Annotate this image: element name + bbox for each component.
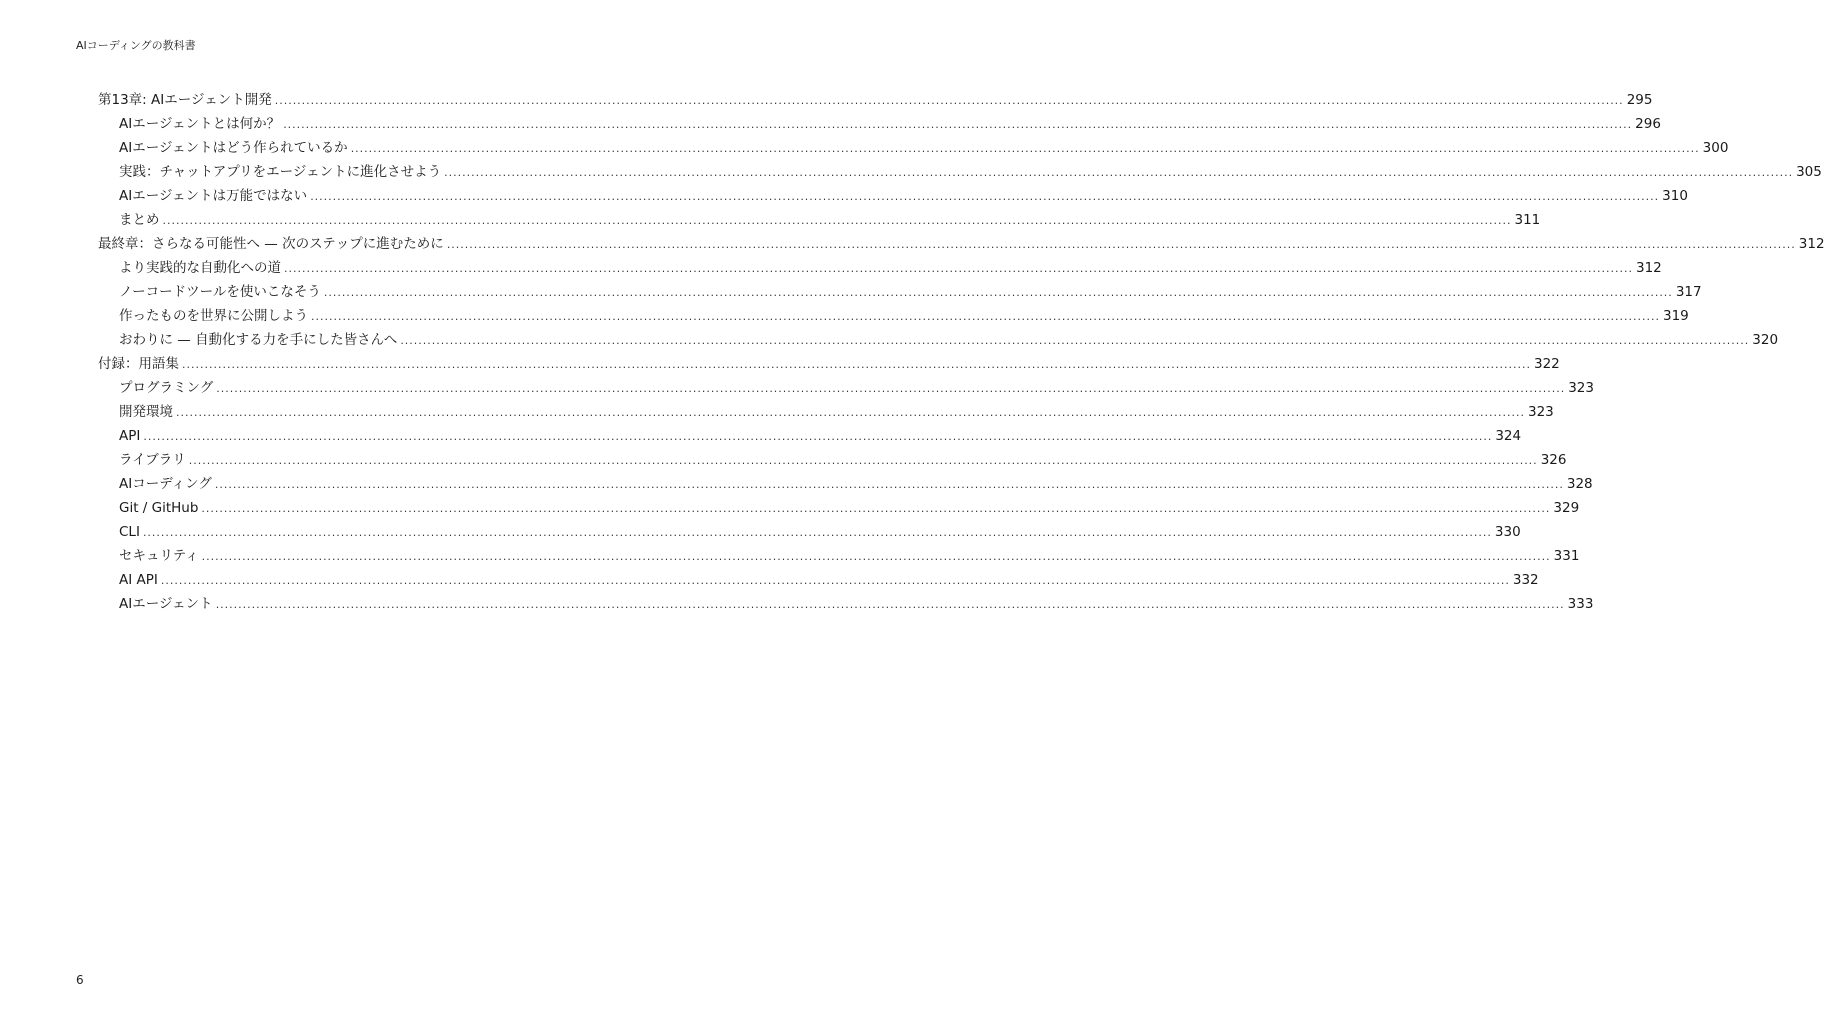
- toc-entry-title: AIエージェントとは何か？: [119, 116, 281, 132]
- dot-leader: ............................................................................................................................................................................................................................................................................................................: [274, 94, 1624, 107]
- dot-leader: ............................................................................................................................................................................................................................................................................................................: [284, 262, 1633, 275]
- toc-entry-page: 329: [1553, 500, 1580, 516]
- toc-entry-title: CLI: [119, 524, 140, 540]
- toc-entry-page: 311: [1514, 212, 1541, 228]
- toc-entry-chapter[interactable]: [98, 88, 1653, 112]
- dot-leader: ............................................................................................................................................................................................................................................................................................................: [446, 238, 1796, 251]
- toc-entry-title: 開発環境: [119, 404, 173, 420]
- page-number: 6: [76, 973, 84, 987]
- dot-leader: ............................................................................................................................................................................................................................................................................................................: [201, 550, 1551, 563]
- toc-entry-page: 300: [1702, 140, 1729, 156]
- toc-entry-page: 333: [1567, 596, 1594, 612]
- dot-leader: ............................................................................................................................................................................................................................................................................................................: [188, 454, 1538, 467]
- toc-entry-title: AIエージェント: [119, 596, 213, 612]
- toc-entry-section[interactable]: [98, 400, 1554, 424]
- toc-entry-page: 323: [1568, 380, 1594, 396]
- dot-leader: ............................................................................................................................................................................................................................................................................................................: [311, 310, 1660, 323]
- running-header: AIコーディングの教科書: [76, 39, 196, 52]
- toc-entry-page: 323: [1527, 404, 1554, 420]
- toc-entry-page: 320: [1752, 332, 1779, 348]
- toc-entry-page: 319: [1662, 308, 1689, 324]
- toc-entry-title: 最終章：さらなる可能性へ — 次のステップに進むために: [98, 236, 444, 252]
- toc-entry-title: 作ったものを世界に公開しよう: [119, 308, 308, 324]
- toc-entry-section[interactable]: [98, 184, 1688, 208]
- dot-leader: ............................................................................................................................................................................................................................................................................................................: [444, 166, 1794, 179]
- toc-entry-chapter[interactable]: [98, 232, 1825, 256]
- dot-leader: ............................................................................................................................................................................................................................................................................................................: [162, 214, 1512, 227]
- toc-entry-title: 実践：チャットアプリをエージェントに進化させよう: [119, 164, 442, 180]
- toc-entry-section[interactable]: [98, 256, 1662, 280]
- dot-leader: ............................................................................................................................................................................................................................................................................................................: [215, 598, 1565, 611]
- toc-entry-page: 305: [1796, 164, 1822, 180]
- toc-entry-section[interactable]: [98, 136, 1729, 160]
- toc-entry-title: AI API: [119, 572, 158, 588]
- toc-entry-section[interactable]: [98, 328, 1779, 352]
- toc-entry-title: AIエージェントはどう作られているか: [119, 140, 348, 156]
- toc-entry-title: セキュリティ: [119, 548, 199, 564]
- toc-entry-section[interactable]: [98, 448, 1567, 472]
- toc-entry-page: 332: [1512, 572, 1539, 588]
- toc-entry-title: より実践的な自動化への道: [119, 260, 281, 276]
- toc-entry-page: 328: [1566, 476, 1593, 492]
- toc-entry-title: 第13章: AIエージェント開発: [98, 92, 272, 108]
- toc-entry-page: 331: [1553, 548, 1580, 564]
- toc-entry-title: AIコーディング: [119, 476, 212, 492]
- toc-entry-chapter[interactable]: [98, 352, 1560, 376]
- toc-entry-title: おわりに — 自動化する力を手にした皆さんへ: [119, 332, 398, 348]
- toc-entry-title: ライブラリ: [119, 452, 186, 468]
- dot-leader: ............................................................................................................................................................................................................................................................................................................: [143, 430, 1493, 443]
- toc-entry-section[interactable]: [98, 304, 1689, 328]
- toc-entry-page: 324: [1495, 428, 1522, 444]
- toc-entry-title: AIエージェントは万能ではない: [119, 188, 308, 204]
- dot-leader: ............................................................................................................................................................................................................................................................................................................: [142, 526, 1492, 539]
- toc-entry-page: 312: [1798, 236, 1825, 252]
- toc-entry-title: ノーコードツールを使いこなそう: [119, 284, 321, 300]
- toc-entry-page: 312: [1635, 260, 1662, 276]
- dot-leader: ............................................................................................................................................................................................................................................................................................................: [283, 118, 1633, 131]
- dot-leader: ............................................................................................................................................................................................................................................................................................................: [160, 574, 1510, 587]
- toc-entry-section[interactable]: [98, 592, 1594, 616]
- toc-entry-section[interactable]: [98, 496, 1580, 520]
- toc-entry-section[interactable]: [98, 208, 1541, 232]
- toc-entry-title: プログラミング: [119, 380, 214, 396]
- toc-entry-page: 296: [1635, 116, 1661, 132]
- dot-leader: ............................................................................................................................................................................................................................................................................................................: [182, 358, 1531, 371]
- toc-entry-section[interactable]: [98, 424, 1522, 448]
- toc-entry-page: 295: [1626, 92, 1653, 108]
- toc-entry-section[interactable]: [98, 280, 1702, 304]
- toc-entry-section[interactable]: [98, 376, 1594, 400]
- dot-leader: ............................................................................................................................................................................................................................................................................................................: [400, 334, 1750, 347]
- table-of-contents: [98, 88, 1825, 616]
- dot-leader: ............................................................................................................................................................................................................................................................................................................: [323, 286, 1673, 299]
- toc-entry-section[interactable]: [98, 472, 1593, 496]
- toc-entry-section[interactable]: [98, 520, 1521, 544]
- toc-entry-page: 330: [1494, 524, 1521, 540]
- toc-entry-title: Git / GitHub: [119, 500, 199, 516]
- toc-entry-page: 317: [1675, 284, 1702, 300]
- dot-leader: ............................................................................................................................................................................................................................................................................................................: [201, 502, 1551, 515]
- toc-entry-page: 326: [1540, 452, 1567, 468]
- dot-leader: ............................................................................................................................................................................................................................................................................................................: [216, 382, 1566, 395]
- toc-entry-section[interactable]: [98, 112, 1661, 136]
- toc-entry-title: API: [119, 428, 141, 444]
- dot-leader: ............................................................................................................................................................................................................................................................................................................: [214, 478, 1564, 491]
- dot-leader: ............................................................................................................................................................................................................................................................................................................: [176, 406, 1525, 419]
- toc-entry-section[interactable]: [98, 544, 1580, 568]
- dot-leader: ............................................................................................................................................................................................................................................................................................................: [350, 142, 1700, 155]
- dot-leader: ............................................................................................................................................................................................................................................................................................................: [310, 190, 1660, 203]
- toc-entry-title: 付録：用語集: [98, 356, 179, 372]
- toc-entry-page: 310: [1662, 188, 1688, 204]
- toc-entry-section[interactable]: [98, 568, 1539, 592]
- toc-entry-title: まとめ: [119, 212, 160, 228]
- toc-entry-page: 322: [1533, 356, 1560, 372]
- toc-entry-section[interactable]: [98, 160, 1822, 184]
